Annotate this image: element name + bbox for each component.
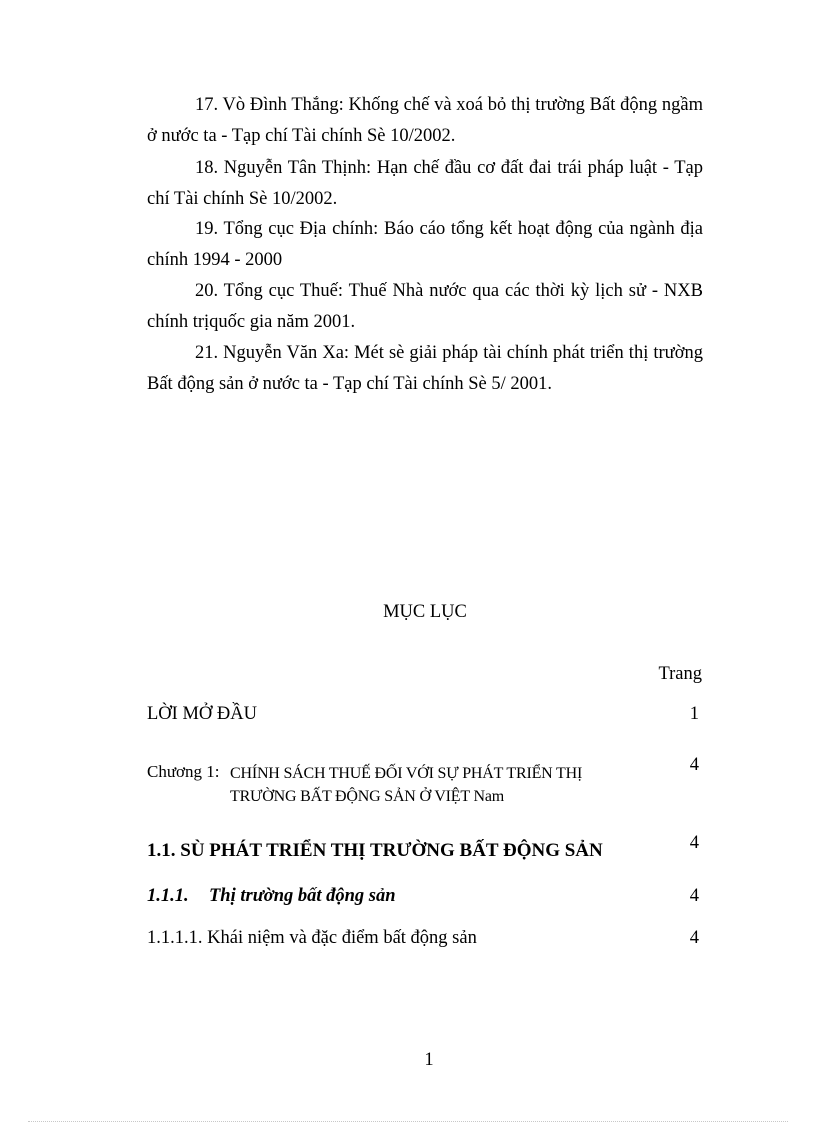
page-bottom-divider [28, 1121, 788, 1122]
toc-entry-title: 1.1.1.1. Khái niệm và đặc điểm bất động sản [147, 928, 477, 948]
toc-entry-intro [147, 704, 703, 725]
reference-item: 17. Vò Đình Thắng: Khống chế và xoá bỏ thị trường Bất động ngầm ở nước ta - Tạp chí Tài chính Sè 10/2002. [147, 95, 703, 146]
page-number: 1 [424, 1050, 434, 1070]
toc-page-column-label: Trang [658, 664, 702, 684]
toc-entry-title: Thị trường bất động sản [209, 886, 396, 906]
toc-entry-section-1-1-1-1 [147, 928, 703, 949]
toc-entry-page: 4 [689, 755, 699, 775]
toc-entry-page: 4 [689, 833, 699, 853]
toc-entry-page: 1 [689, 704, 699, 724]
toc-entry-title: LỜI MỞ ĐẦU [147, 704, 257, 724]
toc-entry-title-line: CHÍNH SÁCH THUẾ ĐỐI VỚI SỰ PHÁT TRIỂN THỊ [230, 765, 583, 782]
toc-entry-number: 1.1.1. [147, 886, 189, 906]
reference-item: 21. Nguyễn Văn Xa: Mét sè giải pháp tài chính phát triển thị trường Bất động sản ở nước ta - Tạp chí Tài chính Sè 5/ 2001. [147, 343, 703, 394]
toc-entry-section-1-1 [147, 833, 703, 862]
reference-item: 20. Tổng cục Thuế: Thuế Nhà nước qua các thời kỳ lịch sử - NXB chính trịquốc gia năm 2001. [147, 281, 703, 332]
reference-item: 19. Tổng cục Địa chính: Báo cáo tổng kết hoạt động của ngành địa chính 1994 - 2000 [147, 219, 703, 270]
toc-entry-page: 4 [689, 886, 699, 906]
toc-entry-title [230, 762, 670, 808]
toc-entry-page: 4 [689, 928, 699, 948]
toc-entry-prefix: Chương 1: [147, 762, 220, 781]
toc-title: MỤC LỤC [383, 602, 467, 622]
toc-entry-title-line: TRƯỜNG BẤT ĐỘNG SẢN Ở VIỆT Nam [230, 788, 504, 805]
toc-entry-title: 1.1. SÙ PHÁT TRIỂN THỊ TRƯỜNG BẤT ĐỘNG SẢN [147, 840, 603, 861]
reference-item: 18. Nguyễn Tân Thịnh: Hạn chế đầu cơ đất đai trái pháp luật - Tạp chí Tài chính Sè 10/2002. [147, 158, 703, 209]
